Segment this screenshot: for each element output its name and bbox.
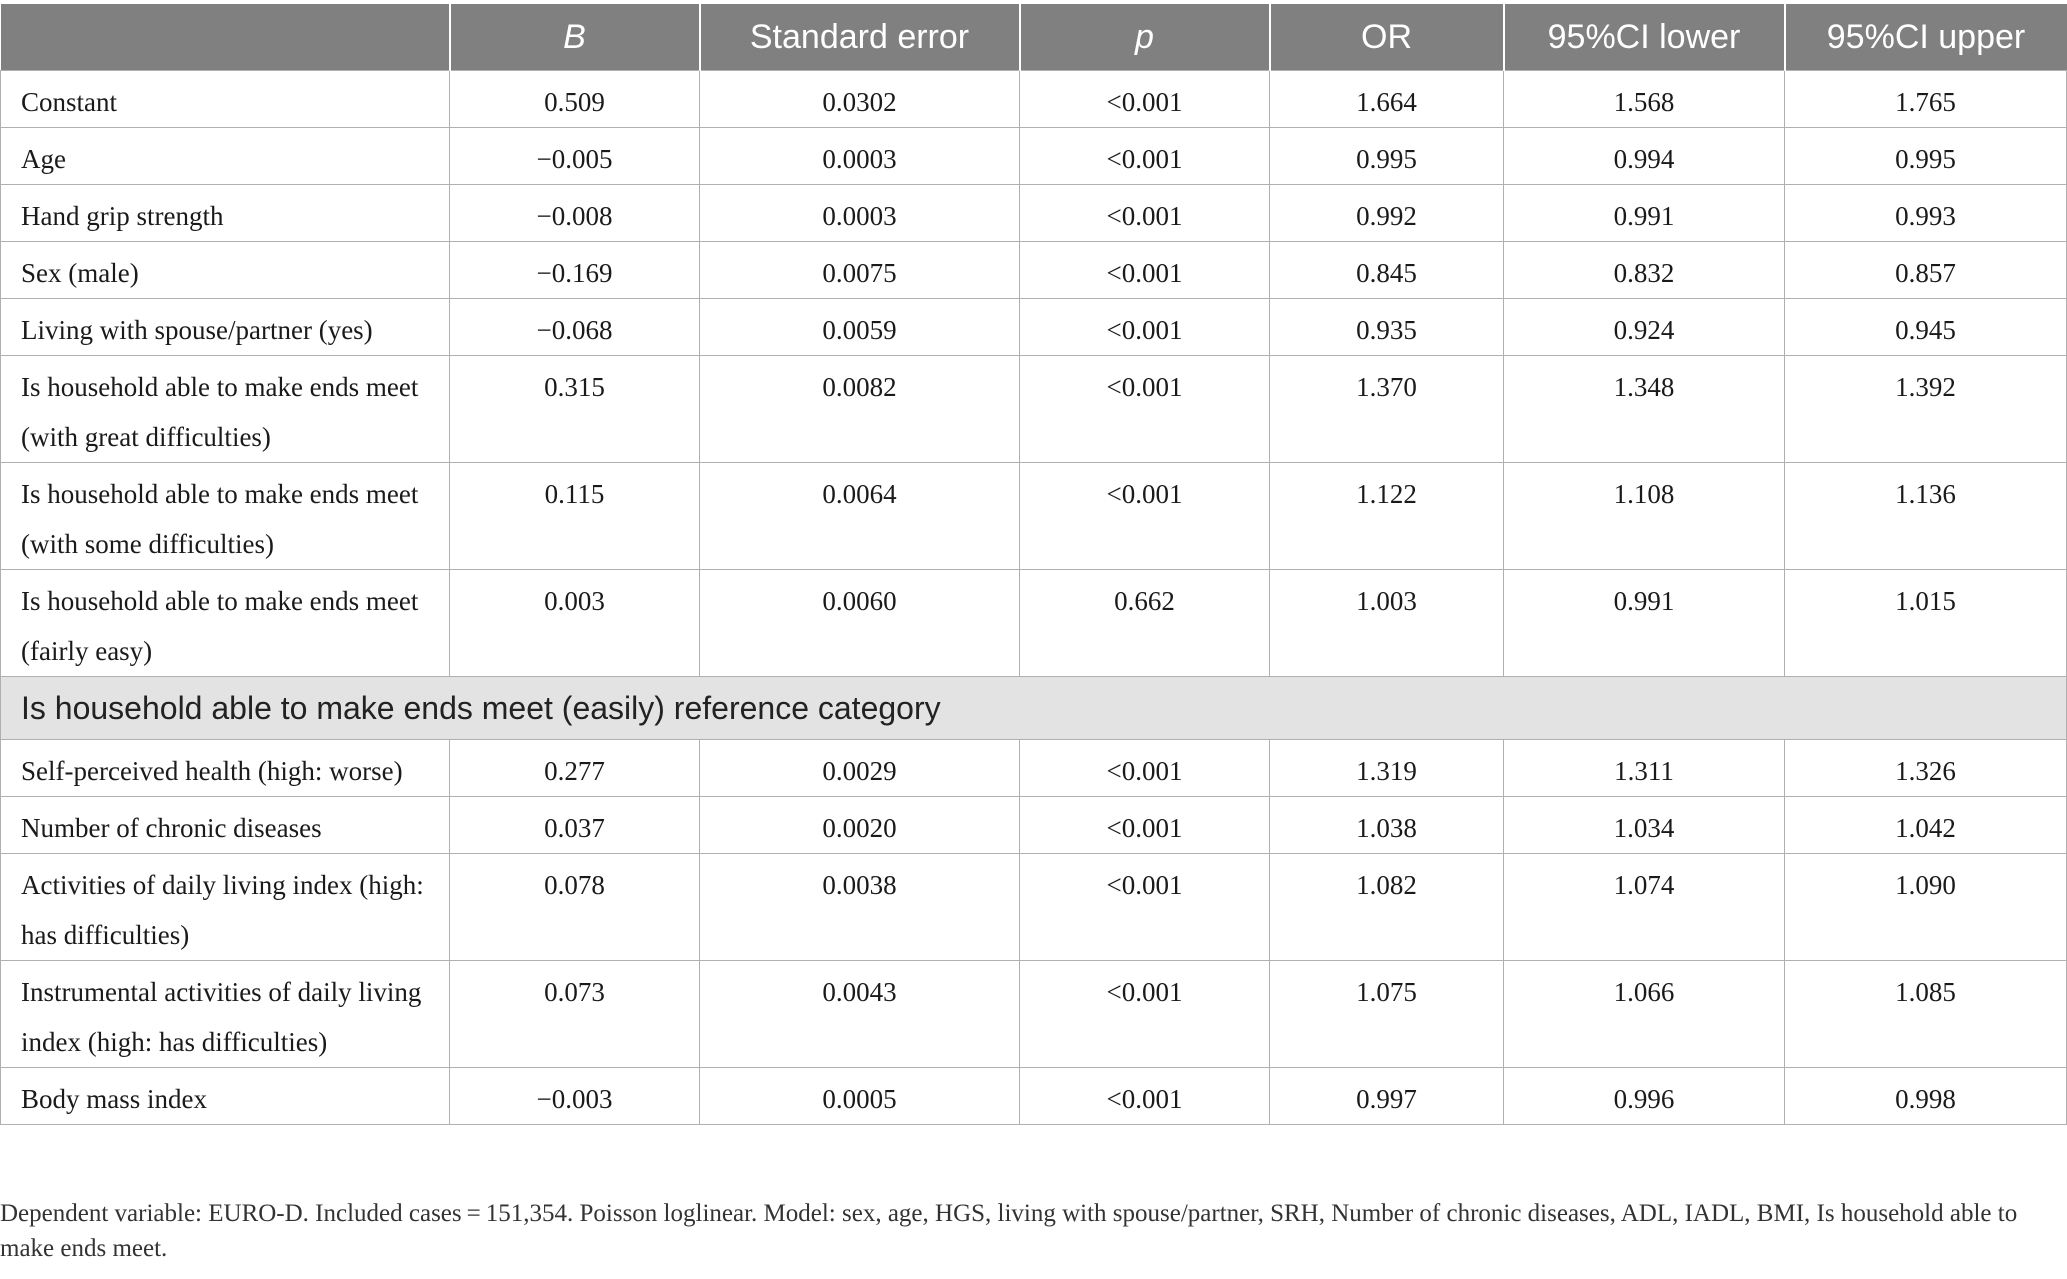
cell-ci-lower: 0.994 xyxy=(1504,128,1785,185)
header-standard-error: Standard error xyxy=(700,4,1020,71)
table-row xyxy=(1,740,2067,797)
cell-p: <0.001 xyxy=(1020,854,1270,961)
cell-se: 0.0003 xyxy=(700,185,1020,242)
cell-b: 0.115 xyxy=(450,463,700,570)
cell-p: <0.001 xyxy=(1020,740,1270,797)
table-row xyxy=(1,356,2067,463)
cell-se: 0.0038 xyxy=(700,854,1020,961)
cell-b: 0.315 xyxy=(450,356,700,463)
cell-ci-upper: 1.136 xyxy=(1785,463,2067,570)
cell-ci-upper: 1.765 xyxy=(1785,71,2067,128)
cell-p: <0.001 xyxy=(1020,797,1270,854)
cell-ci-lower: 1.348 xyxy=(1504,356,1785,463)
cell-se: 0.0075 xyxy=(700,242,1020,299)
cell-b: −0.169 xyxy=(450,242,700,299)
cell-se: 0.0064 xyxy=(700,463,1020,570)
cell-p: 0.662 xyxy=(1020,570,1270,677)
row-label: Number of chronic diseases xyxy=(1,797,450,854)
cell-b: −0.003 xyxy=(450,1068,700,1125)
cell-se: 0.0060 xyxy=(700,570,1020,677)
header-ci-lower: 95%CI lower xyxy=(1504,4,1785,71)
cell-ci-upper: 1.015 xyxy=(1785,570,2067,677)
cell-ci-upper: 0.995 xyxy=(1785,128,2067,185)
cell-se: 0.0020 xyxy=(700,797,1020,854)
cell-se: 0.0082 xyxy=(700,356,1020,463)
cell-p: <0.001 xyxy=(1020,185,1270,242)
row-label: Instrumental activities of daily living index (high: has difficulties) xyxy=(1,961,450,1068)
cell-ci-lower: 0.832 xyxy=(1504,242,1785,299)
cell-or: 0.995 xyxy=(1270,128,1504,185)
cell-ci-upper: 1.392 xyxy=(1785,356,2067,463)
cell-or: 0.935 xyxy=(1270,299,1504,356)
header-p: p xyxy=(1020,4,1270,71)
cell-p: <0.001 xyxy=(1020,463,1270,570)
cell-se: 0.0043 xyxy=(700,961,1020,1068)
cell-p: <0.001 xyxy=(1020,299,1270,356)
cell-ci-upper: 0.945 xyxy=(1785,299,2067,356)
header-or: OR xyxy=(1270,4,1504,71)
regression-table xyxy=(0,4,2067,1125)
cell-ci-lower: 1.108 xyxy=(1504,463,1785,570)
cell-or: 1.319 xyxy=(1270,740,1504,797)
cell-b: −0.008 xyxy=(450,185,700,242)
cell-p: <0.001 xyxy=(1020,242,1270,299)
cell-p: <0.001 xyxy=(1020,128,1270,185)
cell-se: 0.0029 xyxy=(700,740,1020,797)
cell-or: 1.082 xyxy=(1270,854,1504,961)
cell-b: −0.068 xyxy=(450,299,700,356)
cell-ci-lower: 1.568 xyxy=(1504,71,1785,128)
cell-ci-lower: 1.311 xyxy=(1504,740,1785,797)
header-ci-upper: 95%CI upper xyxy=(1785,4,2067,71)
row-label: Constant xyxy=(1,71,450,128)
row-label: Self-perceived health (high: worse) xyxy=(1,740,450,797)
table-row xyxy=(1,242,2067,299)
cell-ci-upper: 0.993 xyxy=(1785,185,2067,242)
cell-se: 0.0059 xyxy=(700,299,1020,356)
row-label: Sex (male) xyxy=(1,242,450,299)
cell-ci-lower: 0.991 xyxy=(1504,570,1785,677)
section-row xyxy=(1,677,2067,740)
cell-b: 0.073 xyxy=(450,961,700,1068)
cell-se: 0.0003 xyxy=(700,128,1020,185)
row-label: Hand grip strength xyxy=(1,185,450,242)
cell-p: <0.001 xyxy=(1020,356,1270,463)
table-row xyxy=(1,299,2067,356)
cell-se: 0.0005 xyxy=(700,1068,1020,1125)
cell-ci-upper: 1.042 xyxy=(1785,797,2067,854)
cell-b: 0.509 xyxy=(450,71,700,128)
cell-b: 0.003 xyxy=(450,570,700,677)
cell-or: 1.003 xyxy=(1270,570,1504,677)
table-row xyxy=(1,1068,2067,1125)
cell-ci-lower: 1.074 xyxy=(1504,854,1785,961)
row-label: Age xyxy=(1,128,450,185)
cell-b: −0.005 xyxy=(450,128,700,185)
row-label: Is household able to make ends meet (with great difficulties) xyxy=(1,356,450,463)
cell-ci-upper: 0.857 xyxy=(1785,242,2067,299)
section-label: Is household able to make ends meet (easily) reference category xyxy=(1,677,2067,740)
cell-b: 0.078 xyxy=(450,854,700,961)
cell-p: <0.001 xyxy=(1020,961,1270,1068)
row-label: Is household able to make ends meet (with some difficulties) xyxy=(1,463,450,570)
cell-ci-lower: 0.924 xyxy=(1504,299,1785,356)
table-row xyxy=(1,463,2067,570)
table-row xyxy=(1,185,2067,242)
cell-ci-lower: 0.991 xyxy=(1504,185,1785,242)
cell-p: <0.001 xyxy=(1020,1068,1270,1125)
cell-or: 0.992 xyxy=(1270,185,1504,242)
cell-p: <0.001 xyxy=(1020,71,1270,128)
table-footnote: Dependent variable: EURO-D. Included cases = 151,354. Poisson loglinear. Model: sex, age, HGS, living with spouse/partner, SRH, Number of chronic diseases, ADL, IADL, BMI, Is household able to make ends meet. xyxy=(0,1200,2018,1262)
cell-ci-upper: 1.090 xyxy=(1785,854,2067,961)
cell-ci-lower: 1.066 xyxy=(1504,961,1785,1068)
table-row xyxy=(1,854,2067,961)
header-variable xyxy=(1,4,450,71)
cell-b: 0.277 xyxy=(450,740,700,797)
row-label: Body mass index xyxy=(1,1068,450,1125)
cell-ci-upper: 0.998 xyxy=(1785,1068,2067,1125)
cell-or: 1.075 xyxy=(1270,961,1504,1068)
cell-se: 0.0302 xyxy=(700,71,1020,128)
cell-or: 1.122 xyxy=(1270,463,1504,570)
header-row xyxy=(1,4,2067,71)
cell-ci-lower: 0.996 xyxy=(1504,1068,1785,1125)
cell-or: 0.845 xyxy=(1270,242,1504,299)
table-row xyxy=(1,961,2067,1068)
cell-or: 1.370 xyxy=(1270,356,1504,463)
header-b: B xyxy=(450,4,700,71)
cell-b: 0.037 xyxy=(450,797,700,854)
table-header xyxy=(1,4,2067,71)
table-row xyxy=(1,797,2067,854)
cell-or: 1.038 xyxy=(1270,797,1504,854)
row-label: Is household able to make ends meet (fairly easy) xyxy=(1,570,450,677)
table-body xyxy=(1,71,2067,1125)
table-row xyxy=(1,71,2067,128)
row-label: Activities of daily living index (high: has difficulties) xyxy=(1,854,450,961)
cell-ci-lower: 1.034 xyxy=(1504,797,1785,854)
row-label: Living with spouse/partner (yes) xyxy=(1,299,450,356)
cell-or: 1.664 xyxy=(1270,71,1504,128)
table-row xyxy=(1,570,2067,677)
cell-or: 0.997 xyxy=(1270,1068,1504,1125)
table-row xyxy=(1,128,2067,185)
cell-ci-upper: 1.326 xyxy=(1785,740,2067,797)
cell-ci-upper: 1.085 xyxy=(1785,961,2067,1068)
